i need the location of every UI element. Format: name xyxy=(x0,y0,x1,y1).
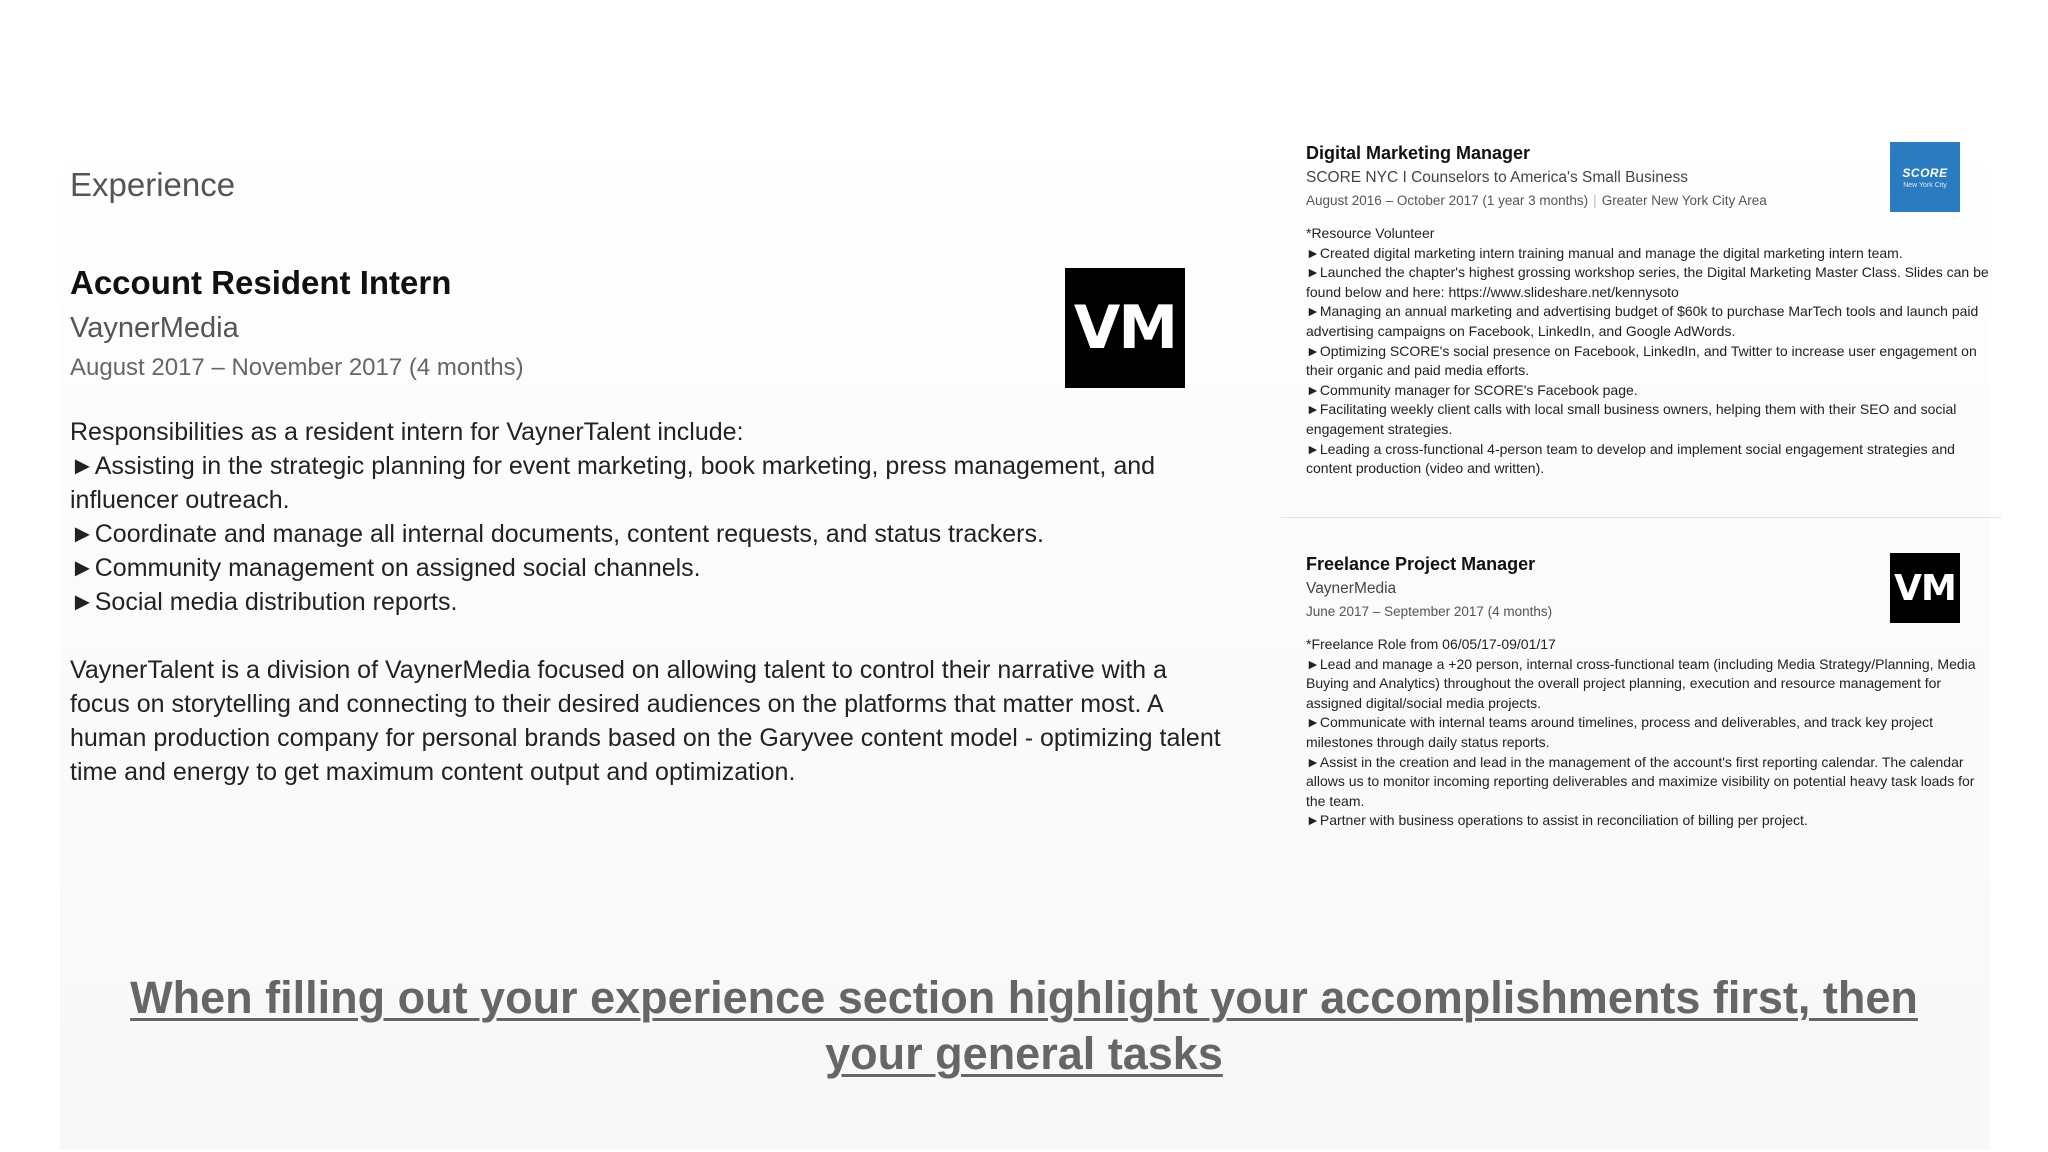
description-line: ►Managing an annual marketing and advertising budget of $60k to purchase MarTech tools and launch paid advertising campaigns on Facebook, LinkedIn, and Google AdWords. xyxy=(1306,303,1979,339)
description-line: ►Assisting in the strategic planning for event marketing, book marketing, press management, and influencer outreach. xyxy=(70,452,1156,514)
company-name: VaynerMedia xyxy=(1306,580,1397,597)
job-title: Digital Marketing Manager xyxy=(1306,143,1531,163)
job-description xyxy=(70,415,1230,789)
description-line: ►Leading a cross-functional 4-person team to develop and implement social engagement strategies and content production (video and written). xyxy=(1306,440,1955,477)
job-title: Account Resident Intern xyxy=(70,264,452,301)
description-line: ►Lead and manage a +20 person, internal cross-functional team (including Media Strategy/Planning, Media Buying and Analytics) throughout the overall project planning, execution and resource management for assigned digital/social media projects. xyxy=(1306,655,1976,711)
description-line: ►Optimizing SCORE's social presence on Facebook, LinkedIn, and Twitter to increase user engagement on their organic and paid media efforts. xyxy=(1306,342,1977,379)
description-line: ►Social media distribution reports. xyxy=(70,588,458,616)
description-line: ►Facilitating weekly client calls with local small business owners, helping them with their SEO and social engagement strategies. xyxy=(1306,401,1957,437)
description-line: *Resource Volunteer xyxy=(1306,225,1435,241)
company-name: VaynerMedia xyxy=(70,312,239,344)
score-logo-subtext: New York City xyxy=(1903,181,1947,189)
description-line: ►Coordinate and manage all internal documents, content requests, and status trackers. xyxy=(70,520,1044,548)
job-dates: June 2017 – September 2017 (4 months) xyxy=(1306,604,1553,619)
description-line: Responsibilities as a resident intern for VaynerTalent include: xyxy=(70,418,744,446)
experience-entry-vaynermedia xyxy=(1306,551,1996,831)
job-dates: August 2016 – October 2017 (1 year 3 months) xyxy=(1306,193,1589,208)
description-paragraph: VaynerTalent is a division of VaynerMedia focused on allowing talent to control their narrative with a focus on storytelling and connecting to their desired audiences on the platforms that matter most. A human production company for personal brands based on the Garyvee content model - optimizing talent time and energy to get maximum content output and optimization. xyxy=(70,656,1221,786)
vaynermedia-logo: VM xyxy=(1890,553,1960,623)
job-location: Greater New York City Area xyxy=(1601,193,1767,208)
score-logo xyxy=(1890,142,1960,212)
description-line: ►Community management on assigned social channels. xyxy=(70,554,701,582)
score-logo-text: SCORE xyxy=(1902,165,1948,180)
job-description xyxy=(1306,224,1996,479)
experience-entry-score xyxy=(1306,140,1996,479)
job-title: Freelance Project Manager xyxy=(1306,554,1536,574)
entry-divider xyxy=(1281,517,2001,518)
job-description xyxy=(1306,635,1996,831)
description-line: *Freelance Role from 06/05/17-09/01/17 xyxy=(1306,636,1556,652)
job-dates: August 2017 – November 2017 (4 months) xyxy=(70,354,524,381)
slide-caption: When filling out your experience section highlight your accomplishments first, then your general tasks xyxy=(130,972,1918,1079)
company-name: SCORE NYC I Counselors to America's Small Business xyxy=(1306,169,1688,186)
vaynermedia-logo: VM xyxy=(1065,268,1185,388)
description-line: ►Partner with business operations to assist in reconciliation of billing per project. xyxy=(1306,812,1808,829)
description-line: ►Communicate with internal teams around timelines, process and deliverables, and track key project milestones through daily status reports. xyxy=(1306,714,1934,750)
description-line: ►Assist in the creation and lead in the management of the account's first reporting calendar. The calendar allows us to monitor incoming reporting deliverables and maximize visibility on potential heavy task loads for the team. xyxy=(1306,753,1975,809)
section-label: Experience xyxy=(70,166,236,203)
description-line: ►Launched the chapter's highest grossing workshop series, the Digital Marketing Master Class. Slides can be found below and here: https://www.slideshare.net/kennysoto xyxy=(1306,264,1989,300)
job-dates-row: August 2016 – October 2017 (1 year 3 months) | Greater New York City Area xyxy=(1306,193,1767,208)
description-line: ►Created digital marketing intern training manual and manage the digital marketing intern team. xyxy=(1306,244,1903,261)
description-line: ►Community manager for SCORE's Facebook page. xyxy=(1306,381,1638,398)
